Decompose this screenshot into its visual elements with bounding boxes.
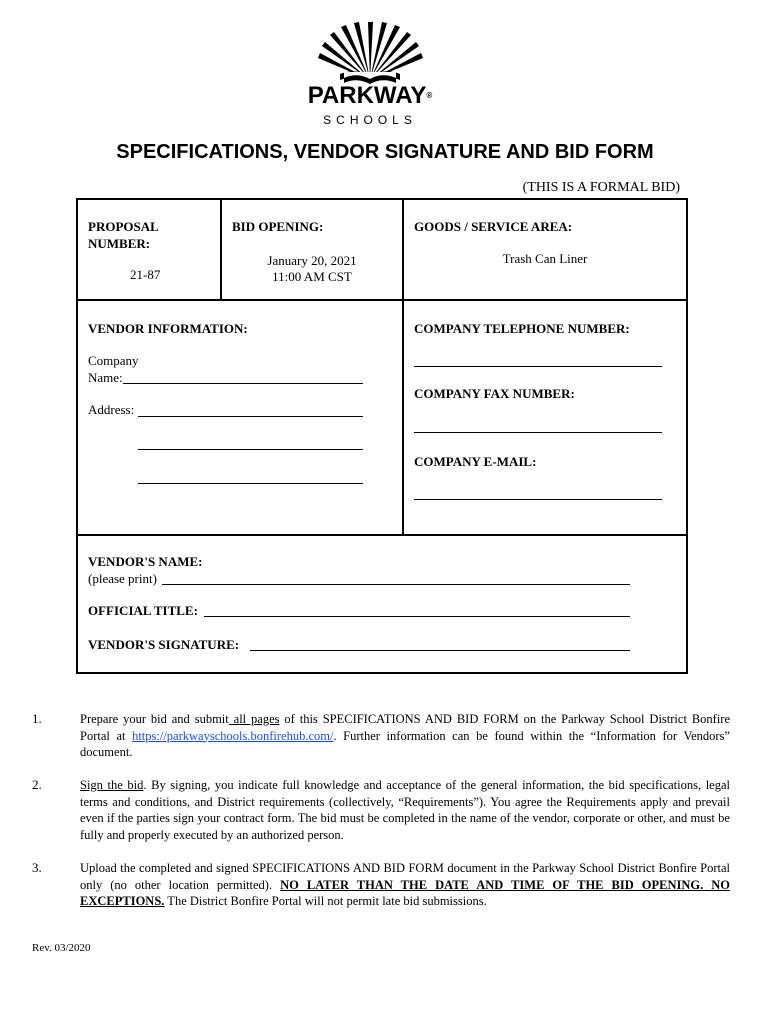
instruction-2	[80, 777, 730, 843]
instruction-text: of this SPECIFICATIONS AND BID FORM on the Parkway School District Bonfire Portal at	[80, 712, 730, 743]
instruction-emphasis: all pages	[228, 712, 280, 726]
instruction-emphasis: Sign the bid	[80, 778, 144, 792]
company-name-label: Name:	[88, 370, 123, 385]
divider	[78, 534, 686, 536]
telephone-label: COMPANY TELEPHONE NUMBER:	[414, 321, 630, 336]
bid-opening-time: 11:00 AM CST	[272, 269, 352, 284]
email-field[interactable]	[414, 499, 662, 500]
vendor-signature-label: VENDOR'S SIGNATURE:	[88, 637, 240, 652]
address-label: Address:	[88, 402, 135, 417]
formal-bid-note: (THIS IS A FORMAL BID)	[522, 180, 680, 195]
instruction-text: The District Bonfire Portal will not permit late bid submissions.	[164, 894, 487, 908]
brand-name	[300, 84, 440, 108]
official-title-field[interactable]	[204, 616, 630, 617]
address-field-line-2[interactable]	[138, 449, 363, 450]
bid-opening-label: BID OPENING:	[232, 219, 324, 234]
proposal-label: PROPOSAL	[88, 219, 159, 234]
vendor-name-label: VENDOR'S NAME:	[88, 554, 203, 569]
instruction-text: Upload the completed and signed SPECIFICATIONS AND BID FORM document in the Parkway School District Bonfire Portal only (no other location permitted).	[80, 861, 730, 892]
address-field-line-3[interactable]	[138, 483, 363, 484]
page-title: SPECIFICATIONS, VENDOR SIGNATURE AND BID FORM	[116, 141, 654, 163]
sunburst-book-icon	[300, 22, 440, 84]
divider	[220, 200, 222, 300]
instruction-text: Prepare your bid and submit	[80, 712, 229, 726]
print-hint: (please print)	[88, 571, 157, 586]
bid-opening-date: January 20, 2021	[267, 253, 357, 268]
instruction-number: 2.	[32, 777, 42, 792]
brand-subtitle: SCHOOLS	[323, 113, 417, 127]
vendor-info-label: VENDOR INFORMATION:	[88, 321, 248, 336]
instruction-number: 1.	[32, 711, 42, 726]
parkway-logo	[300, 22, 440, 84]
fax-field[interactable]	[414, 432, 662, 433]
fax-label: COMPANY FAX NUMBER:	[414, 386, 575, 401]
instruction-text: . By signing, you indicate full knowledge and acceptance of the general information, the bid specifications, legal terms and conditions, and District requirements (collectively, “Requirements”). You agree the Requirements apply and prevail even if the parties sign your contract form. The bid must be completed in the name of the vendor, corporate or other, and must be fully and properly executed by an authorized person.	[80, 778, 730, 842]
divider	[78, 299, 686, 301]
instruction-1	[80, 711, 730, 761]
telephone-field[interactable]	[414, 366, 662, 367]
company-name-field[interactable]	[123, 383, 363, 384]
instruction-3	[80, 860, 730, 910]
goods-service-value: Trash Can Liner	[502, 251, 588, 266]
company-label: Company	[88, 353, 139, 368]
vendor-name-field[interactable]	[162, 584, 630, 585]
bid-form-box	[76, 198, 688, 674]
bonfire-portal-link[interactable]: https://parkwayschools.bonfirehub.com/	[132, 728, 334, 743]
vendor-signature-field[interactable]	[250, 650, 630, 651]
proposal-number: 21-87	[130, 267, 161, 282]
email-label: COMPANY E-MAIL:	[414, 454, 537, 469]
brand-name-text: PARKWAY	[307, 82, 427, 109]
goods-service-label: GOODS / SERVICE AREA:	[414, 219, 573, 234]
official-title-label: OFFICIAL TITLE:	[88, 603, 198, 618]
revision-note: Rev. 03/2020	[32, 942, 91, 954]
address-field-line-1[interactable]	[138, 416, 363, 417]
proposal-label-2: NUMBER:	[88, 236, 151, 251]
deadline-warning: NO LATER THAN THE DATE AND TIME OF THE BID OPENING. NO EXCEPTIONS.	[80, 877, 730, 908]
instruction-number: 3.	[32, 860, 42, 875]
trademark-mark: ®	[426, 91, 433, 100]
instruction-text: . Further information can be found within the “Information for Vendors” document.	[80, 728, 730, 759]
